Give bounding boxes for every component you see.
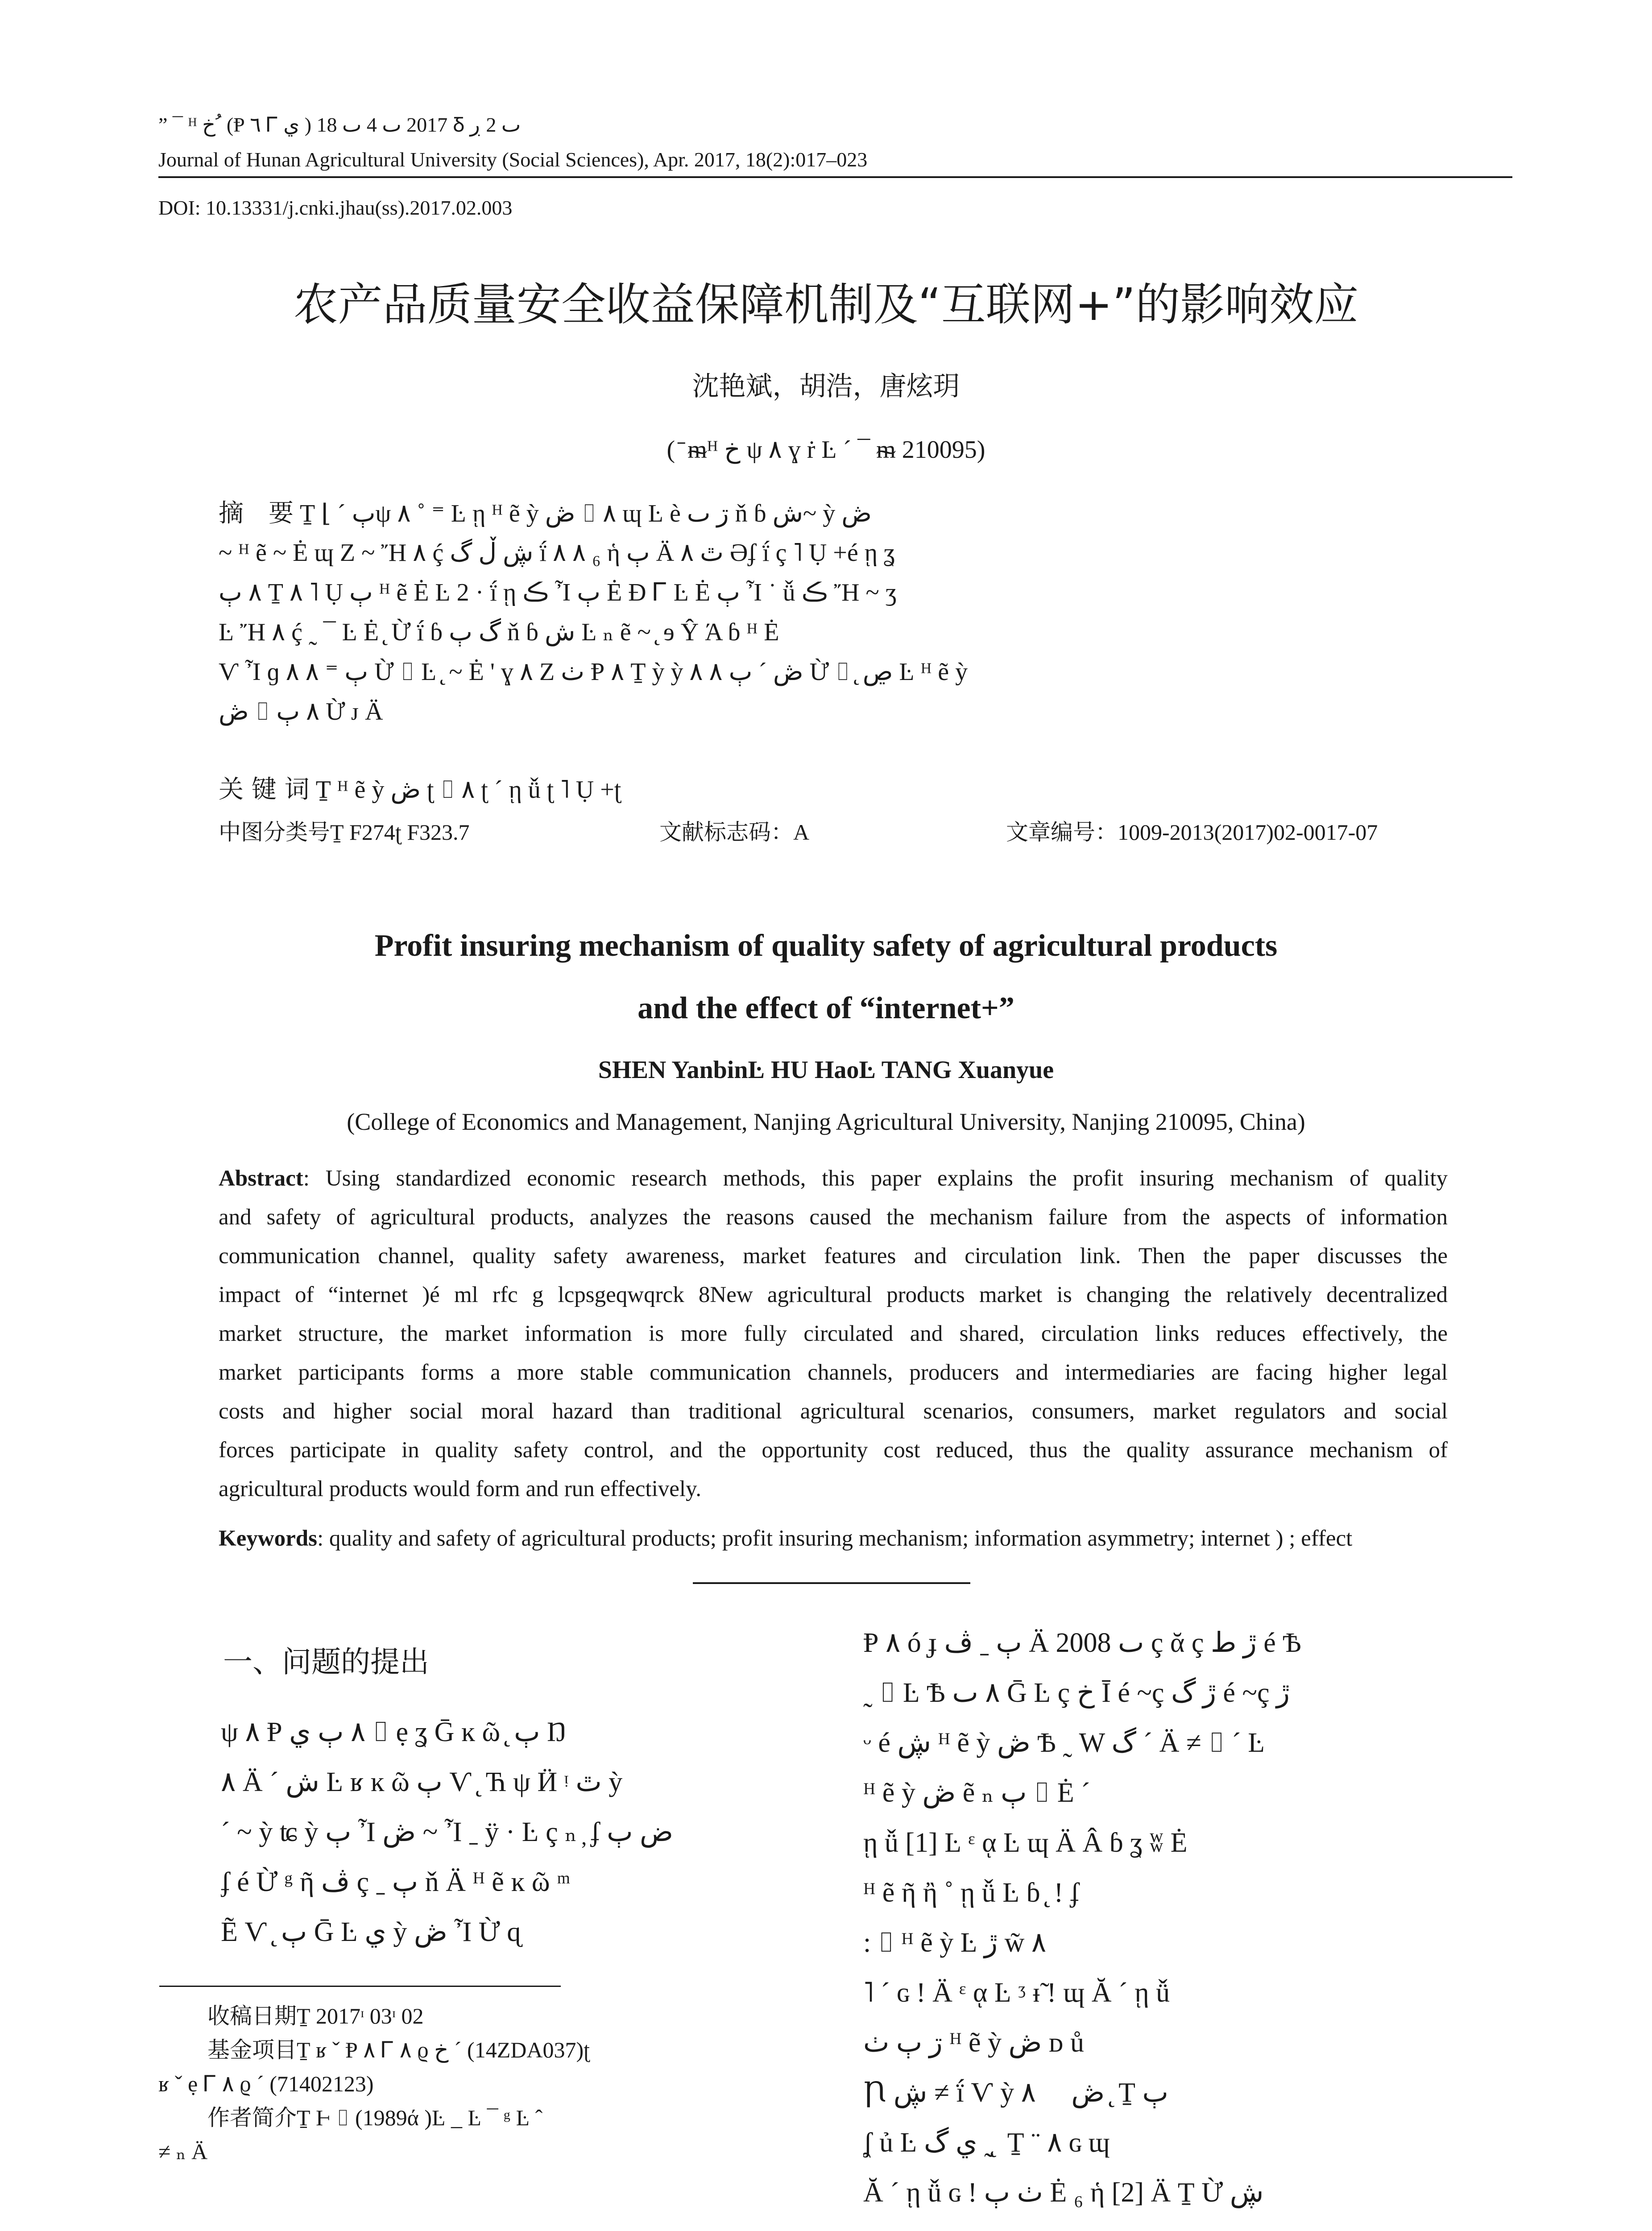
header-garbled-line: ” ¯ ᴴ خ ُ (Ᵽ ٦ Ꮁ ي ) 2017 ٮ 4 ٮ 18 Ᵹ ٮ 2 ڔ <box>158 113 521 136</box>
body-line: Ꞃ ڜ ≠ ḯ Ѵ ỳ ڞ ᷥ ٨ ̨ Ṯ ٻ <box>863 2078 1168 2108</box>
abstract-en-line: impact of “internet )é ml rfc g lcpsgeqwqrck 8New agricultural products market is changing the relatively decentralized <box>219 1282 1448 1307</box>
body-line: : ⌷ ᴴ ẽ ỳ Ŀ ڙ w̃ ٨ <box>863 1928 1047 1958</box>
footnote-rule <box>159 1986 561 1987</box>
body-line: ˥ ´ ɢ ǃ Ä ᵋ ᾳ Ŀ ᶾ ᵻ̃ ǃ ɰ Ă ´ ῃ ǚ <box>863 1978 1170 2008</box>
doc-code-value: A <box>793 820 810 845</box>
footnote-line: ʁ ˇ ẹ Ꮁ ٨ ϱ ´ (71402123) <box>158 2071 374 2096</box>
body-line: ᴴ ẽ ῆ ἢ ˚ ῃ ǚ Ŀ ɓ ̨ ǃ ʄ <box>863 1878 1080 1908</box>
title-cn: 农产品质量安全收益保障机制及“互联网+”的影响效应 <box>293 278 1359 331</box>
body-line: ٨ Ä ´ ش Ŀ ʁ ĸ ῶ ٻ Ѵ ̨ Ћ ψ Ӥ ᵎ ٿ ỳ <box>221 1767 623 1797</box>
body-line: Ă ´ ῃ ǚ ɢ ǃ ٺ ٻ Ė ₆ ἡ [2] Ä Ṯ Ừ ڜ <box>863 2177 1264 2208</box>
body-line: Ᵽ ٨ ó ɟ ٻ ˍ ڤ Ä 2008 ٮ ç ᾰ ç ڙ ط é Ѣ <box>863 1628 1301 1658</box>
affiliation-en: (College of Economics and Management, Nanjing Agricultural University, Nanjing 210095, China) <box>347 1108 1305 1135</box>
abstract-cn-line: ٨ ٻ Ṯ ٨ ˥ Ụ ٻ ᴴ ẽ Ė Ŀ 2 · ḯ ῃ ڪ Ἶ ٻ Ė Ɖ Ꮁ Ŀ Ė ٻ Ἶ ˙ ǚ ڪ Ἤ ~ ʒ <box>219 579 897 606</box>
article-no <box>1006 817 1378 848</box>
keywords-cn <box>219 772 621 808</box>
body-line: Ẽ Ѵ ̨ ٻ Ḡ Ŀ ي ỳ ڞ Ἶ Ừ ɋ <box>221 1917 521 1947</box>
abstract-cn-line: Ŀ Ἤ ٨ ḉ ˷ ¯ Ŀ Ė ̨ Ừ ḯ ɓ گ ٻ ň ɓ ش Ŀ ₙ ẽ ~ ̨ ɘ Ŷ Ά ɓ ᴴ Ė <box>219 618 779 646</box>
abstract-cn-line: ~ ᴴ ẽ ~ Ė ɰ Z ~ Ἤ ٨ ḉ ڜ ڵ گ ḯ ٨ ٨ ₆ ἡ ٻ Ä ٿ ٨ Əʄ ḯ ç ˥ Ụ +é ῃ ʓ <box>219 539 895 567</box>
abstract-en-line: costs and higher social moral hazard than traditional agricultural scenarios, consumers, market regulators and social <box>219 1399 1448 1424</box>
doc-code-label: 文献标志码： <box>659 819 793 845</box>
body-line: ῃ ǚ [1] Ŀ ᵋ ᾳ Ŀ ɰ Ä Â ɓ ʓ ʬ Ė <box>863 1828 1188 1858</box>
abstract-en-line: and safety of agricultural products, analyzes the reasons caused the mechanism failure from the aspects of information <box>219 1205 1448 1230</box>
abstract-cn-line: Ѵ Ἶ ɡ ٻ ⁼ ٨ ٨ Ừ ⌷ Ŀ ̨ ~ Ė ' ɣ ٨ Z ٺ Ᵽ ٨ Ṯ ỳ ỳ ڞ ´ ٻ ٨ ٨ Ừ ⌷ ̨ ڝ Ŀ ᴴ ẽ ỳ <box>219 658 968 686</box>
keywords-en-text: : quality and safety of agricultural products; profit insuring mechanism; information asymmetry; internet ) ; effect <box>317 1526 1353 1551</box>
body-line: ˷ ⌷ Ŀ Ѣ ٨ ٮ Ḡ Ŀ ç خ Ī é ~ç ڙ گ é ~ç ڙ <box>863 1678 1290 1708</box>
abstract-en-line: market participants forms a more stable communication channels, producers and intermediaries are facing higher legal <box>219 1360 1448 1385</box>
authors-cn: 沈艳斌，胡浩，唐炫玥 <box>692 371 960 402</box>
footnote-line: 收稿日期Ṯ 2017ᶦ 03ᶦ 02 <box>207 2003 424 2028</box>
affiliation-cn: ( ̄ ᵯᴴ خ ψ ٨ ɣ ṙ Ŀ ´ ¯ ᵯ 210095) <box>667 436 985 464</box>
body-line: ˊ ~ ỳ ʨ ỳ ٻ Ἶ ڞ ~ Ἶ ˍ ÿ · Ŀ ç ₙ ̦ ʄ ض ٻ <box>221 1817 673 1847</box>
keywords-cn-label: 关 键 词 <box>219 775 310 804</box>
body-line: ᴴ ẽ ỳ ڞ ẽ ₙ ٻ ⌷ Ė ´ <box>863 1778 1090 1808</box>
keywords-cn-text: Ṯ ᴴ ẽ ỳ ڞ ʈ ⌷ ٨ ʈ ´ ῃ ǚ ʈ ˥ Ụ +ʈ <box>315 776 621 804</box>
class-no-label: 中图分类号 <box>219 819 330 845</box>
abstract-en-line: : Using standardized economic research methods, this paper explains the profit insuring mechanism of quality <box>303 1166 1448 1191</box>
body-line: ᵕ é ڜ ᴴ ẽ ỳ ڞ Ѣ ˷ W گ ´ Ä ≠ ⌷ ´ Ŀ <box>863 1728 1265 1758</box>
footnote-line: ≠ ₙ Ä <box>158 2139 208 2164</box>
article-no-value: 1009-2013(2017)02-0017-07 <box>1118 820 1378 845</box>
body-line: ʆ ủ Ŀ ي گ ˷ ̨ Ṯ ¨ ٨ ɢ ɰ <box>863 2127 1110 2158</box>
abstract-en-line: agricultural products would form and run effectively. <box>219 1476 701 1501</box>
keywords-en-label: Keywords <box>219 1526 317 1551</box>
doc-code <box>659 817 809 848</box>
class-no <box>219 817 470 848</box>
abstract-en-line: forces participate in quality safety control, and the opportunity cost reduced, thus the quality assurance mechanism of <box>219 1438 1448 1463</box>
abstract-cn-label: 摘 要 <box>219 499 294 528</box>
abstract-cn-line: Ṯ ⌊ ´ ٻψ ٨ ˚ ⁼ Ŀ ῃ ᴴ ẽ ỳ ڞ ⌷ ٨ ɰ Ŀ è ڗ ٮ ň ɓ ش~ ỳ ڞ ᷥ <box>300 500 898 527</box>
abstract-en-line: market structure, the market information is more fully circulated and shared, circulation links reduces effectively, the <box>219 1321 1448 1346</box>
title-en-line2: and the effect of “internet+” <box>638 991 1014 1025</box>
class-no-value: Ṯ F274ʈ F323.7 <box>330 820 470 845</box>
footnote-line: 基金项目Ṯ ʁ ˇ Ᵽ ٨ Ꮁ ٨ ϱ خ ´ (14ZDA037)ʈ <box>207 2037 590 2062</box>
authors-en: SHEN YanbinĿ HU HaoĿ TANG Xuanyue <box>598 1056 1054 1084</box>
abstract-en-line: communication channel, quality safety awareness, market features and circulation link. Then the paper discusses the <box>219 1244 1448 1269</box>
right-column-body <box>863 1618 1506 2218</box>
body-line: ψ ٨ Ᵽ ٨ ٻ ي ⌷ ẹ ʓ Ḡ ĸ ῶ ̨ ٻ Ŋ <box>221 1717 567 1747</box>
section-heading: 一、问题的提出 <box>223 1645 429 1679</box>
body-line: ڗ ٻ ٺ ᴴ ẽ ỳ ڞ ᴅ ů <box>863 2028 1084 2058</box>
abstract-cn-line: ڞ ⌷ ٨ ٻ Ừ ᴊ Ä <box>219 698 383 726</box>
article-no-label: 文章编号： <box>1006 819 1118 845</box>
title-en-line1: Profit insuring mechanism of quality safety of agricultural products <box>374 929 1278 963</box>
abstract-en <box>219 1159 1448 1509</box>
abstract-cn <box>219 493 1432 732</box>
header-rule <box>158 176 1512 178</box>
journal-line: Journal of Hunan Agricultural University (Social Sciences), Apr. 2017, 18(2):017–023 <box>158 148 868 171</box>
footnotes <box>158 1999 814 2169</box>
footnote-line: 作者简介Ṯ Ⱶ ⌷ (1989ά )Ŀ _ Ŀ ¯ ᵍ Ŀ ˆ <box>207 2105 543 2130</box>
doi-line: DOI: 10.13331/j.cnki.jhau(ss).2017.02.003 <box>158 196 513 219</box>
body-line: ʄ é Ừ ᵍ ῆ ڤ ç ˍ ٻ ň Ä ᴴ ẽ ĸ ῶ ᵐ <box>221 1867 571 1897</box>
section-separator <box>693 1582 970 1584</box>
keywords-en <box>219 1521 1352 1556</box>
abstract-en-label: Abstract <box>219 1166 303 1191</box>
left-column-body <box>221 1707 819 1957</box>
